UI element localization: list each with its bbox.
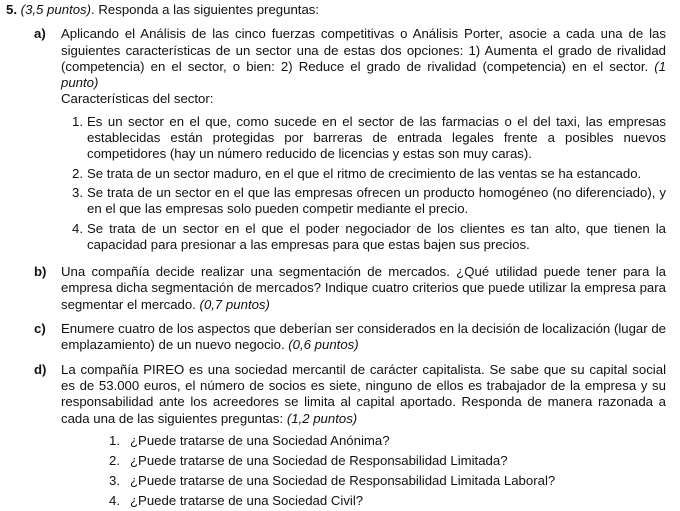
list-item-text: ¿Puede tratarse de una Sociedad Anónima?: [130, 432, 390, 448]
part-a: [6, 26, 666, 91]
characteristics-heading: Características del sector:: [61, 91, 214, 107]
list-item-text: Se trata de un sector en el que las empresas ofrecen un producto homogéneo (no diferenciado), y en el que las empresas solo pueden competir mediante el precio.: [87, 184, 666, 217]
list-item-number: 1.: [109, 432, 120, 448]
part-c-points: (0,6 puntos): [288, 337, 359, 353]
list-item-number: 1.: [72, 113, 83, 129]
list-item-number: 2.: [72, 165, 83, 181]
question-number: 5.: [6, 2, 17, 17]
exam-question: [6, 2, 666, 511]
list-item-text: Es un sector en el que, como sucede en el sector de las farmacias o el del taxi, las empresas establecidas están protegidas por barreras de entrada legales frente a posibles nuevos competidores (hay un número reducido de licencias y estas son muy caras).: [87, 113, 666, 162]
part-c-text: Enumere cuatro de los aspectos que deberían ser considerados en la decisión de localización (lugar de emplazamiento) de un nuevo negocio.: [61, 321, 666, 353]
question-points: (3,5 puntos): [20, 2, 92, 17]
part-d: [6, 362, 666, 427]
list-item: [6, 491, 666, 511]
list-item-number: 3.: [109, 472, 120, 488]
part-a-points: (1 punto): [61, 58, 666, 91]
part-a-label: a): [34, 26, 46, 42]
list-item-text: ¿Puede tratarse de una Sociedad Civil?: [130, 492, 364, 508]
part-c-label: c): [34, 321, 46, 337]
question-header: [6, 2, 666, 18]
part-a-text: Aplicando el Análisis de las cinco fuerzas competitivas o Análisis Porter, asocie a cada una de las siguientes características de un sector una de estas dos opciones: 1) Aumenta el grado de rivalidad (competencia) en el sector, o bien: 2) Reduce el grado de rivalidad (competencia) en el sector.: [61, 26, 666, 74]
list-item: [6, 166, 666, 182]
list-item-number: 3.: [72, 184, 83, 200]
part-a-subheading: [6, 91, 666, 107]
list-item-number: 4.: [72, 220, 83, 236]
list-item-text: ¿Puede tratarse de una Sociedad de Responsabilidad Limitada?: [130, 452, 508, 468]
part-c: [6, 321, 666, 354]
part-b-text: Una compañía decide realizar una segmentación de mercados. ¿Qué utilidad puede tener para la empresa dicha segmentación de mercados? Indique cuatro criterios que puede utilizar la empresa para segmentar el mercado.: [61, 264, 666, 312]
part-d-label: d): [34, 361, 47, 377]
list-item: [6, 471, 666, 491]
list-item-number: 2.: [109, 452, 120, 468]
list-item: [6, 185, 666, 218]
list-item: [6, 114, 666, 163]
list-item-text: Se trata de un sector en el que el poder negociador de los clientes es tan alto, que tienen la capacidad para presionar a las empresas para que estas bajen sus precios.: [87, 220, 666, 252]
part-b-points: (0,7 puntos): [199, 296, 270, 312]
part-d-points: (1,2 puntos): [286, 410, 358, 426]
list-item-text: Se trata de un sector maduro, en el que el ritmo de crecimiento de las ventas se ha estancado.: [87, 165, 642, 181]
list-item-text: ¿Puede tratarse de una Sociedad de Responsabilidad Limitada Laboral?: [130, 472, 556, 488]
part-b: [6, 264, 666, 313]
part-d-text: La compañía PIREO es una sociedad mercantil de carácter capitalista. Se sabe que su capital social es de 53.000 euros, el número de socios es siete, ninguno de ellos es trabajador de la empresa y su responsabilidad ante los acreedores se limita al capital aportado. Responda de manera razonada a cada una de las siguientes preguntas:: [61, 361, 666, 426]
list-item: [6, 451, 666, 471]
list-item: [6, 221, 666, 254]
list-item-number: 4.: [109, 492, 120, 508]
part-b-label: b): [34, 264, 47, 280]
question-instruction: . Responda a las siguientes preguntas:: [91, 2, 320, 17]
list-item: [6, 431, 666, 451]
